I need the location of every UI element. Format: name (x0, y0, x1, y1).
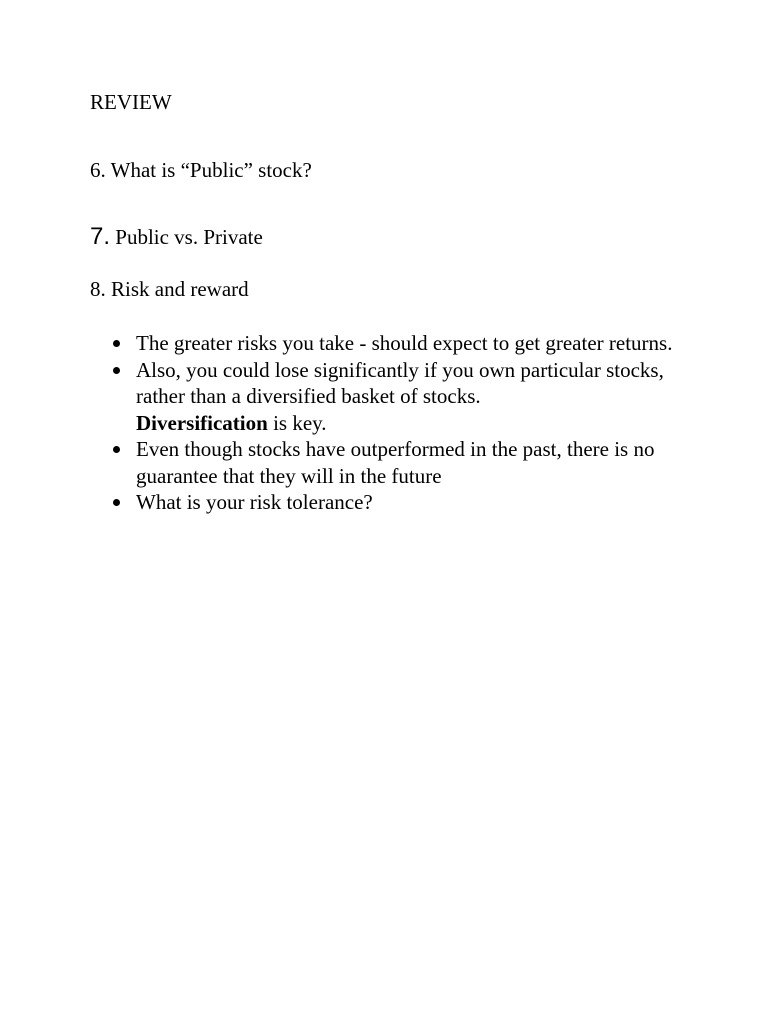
bullet-dot-icon (113, 446, 120, 453)
bullet-item-past-performance (90, 436, 690, 489)
review-heading: REVIEW (90, 90, 172, 114)
bullet-item-greater-risks (90, 330, 690, 357)
risk-reward-bullet-list (90, 330, 690, 516)
bullet-dot-icon (113, 340, 120, 347)
bullet-text: The greater risks you take - should expect to get greater returns. (136, 331, 673, 355)
bullet-dot-icon (113, 367, 120, 374)
bullet-text: Also, you could lose significantly if you own particular stocks, rather than a diversified basket of stocks. (136, 357, 664, 408)
question-7-text: Public vs. Private (110, 225, 263, 249)
question-7-number: 7. (90, 223, 111, 250)
bullet-text: What is your risk tolerance? (136, 490, 373, 514)
question-7 (90, 224, 263, 250)
question-6: 6. What is “Public” stock? (90, 158, 312, 182)
diversification-emphasis: Diversification (136, 410, 268, 435)
bullet-item-diversification (90, 357, 690, 437)
bullet-text-suffix: is key. (267, 410, 327, 435)
bullet-item-risk-tolerance (90, 489, 690, 516)
question-8: 8. Risk and reward (90, 277, 249, 301)
bullet-dot-icon (113, 499, 120, 506)
bullet-text: Even though stocks have outperformed in the past, there is no guarantee that they will in the future (136, 437, 655, 488)
